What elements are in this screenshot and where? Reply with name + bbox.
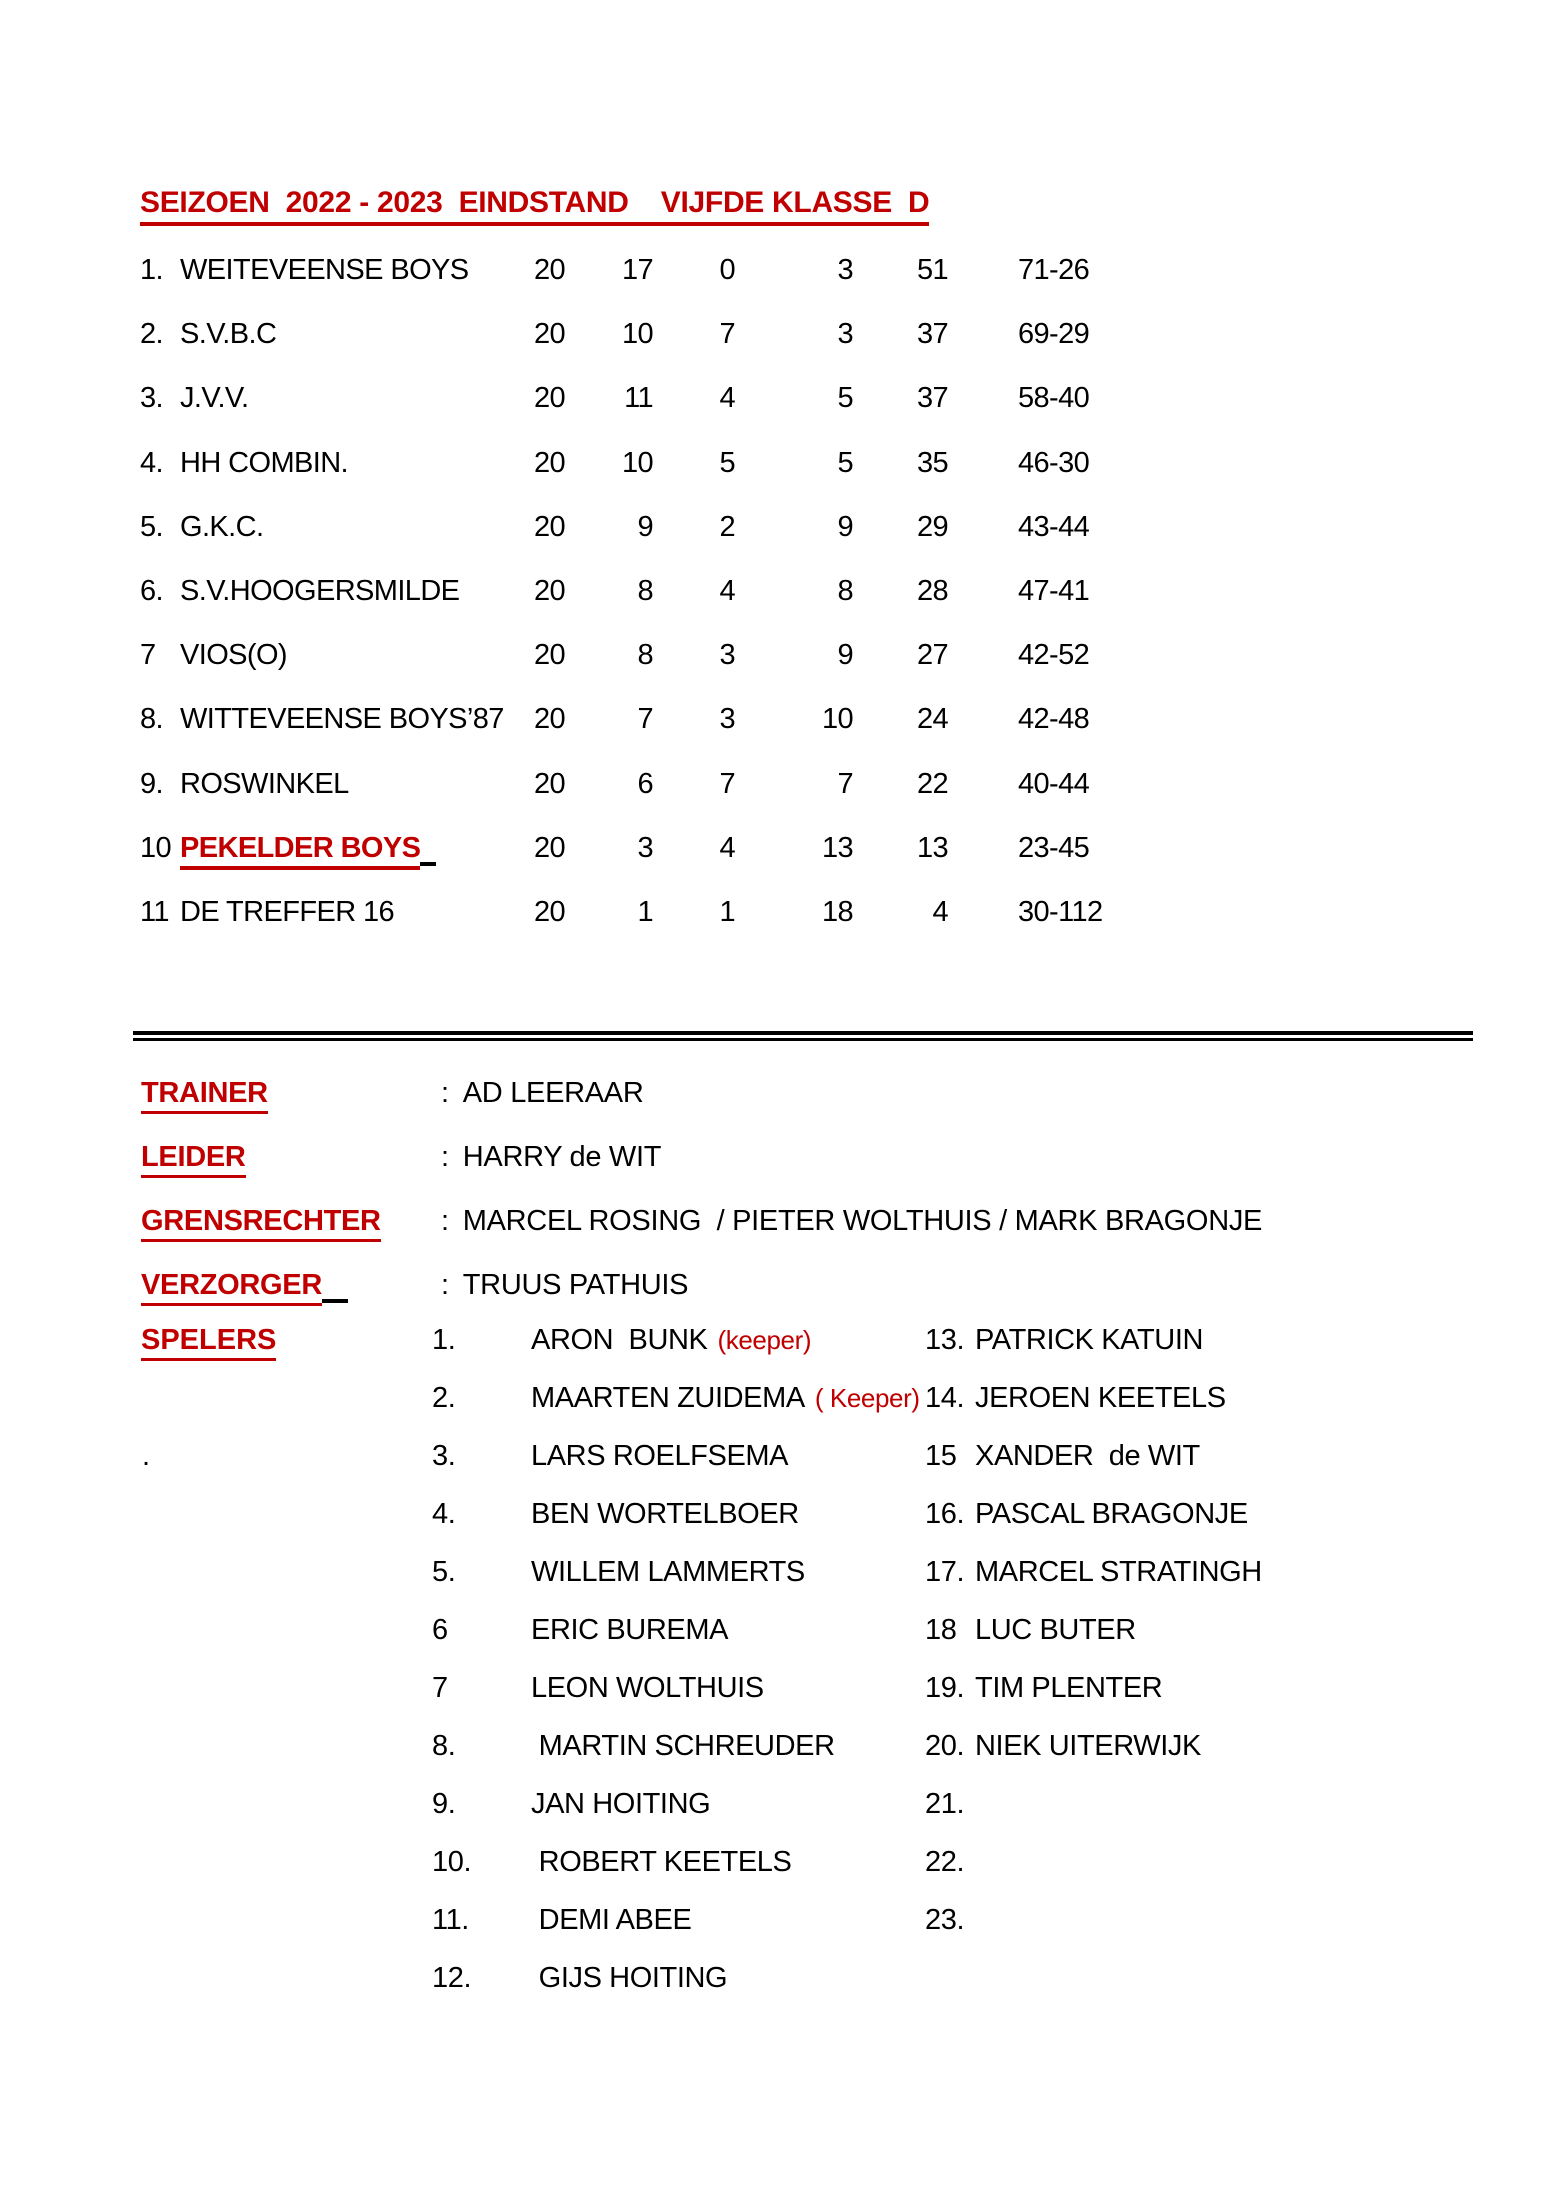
player-number: 6	[432, 1614, 448, 1646]
player-name: LEON WOLTHUIS	[531, 1672, 764, 1704]
drawn-cell: 1	[719, 896, 735, 928]
player-row	[432, 1439, 788, 1473]
points-cell: 37	[916, 382, 948, 414]
staff-label: VERZORGER	[141, 1269, 322, 1306]
rank-cell: 11	[140, 896, 169, 928]
player-number: 4.	[432, 1498, 456, 1530]
player-number: 19.	[925, 1672, 965, 1704]
stray-dot: .	[142, 1440, 151, 1472]
player-number: 14.	[925, 1382, 965, 1414]
keeper-note: (keeper)	[717, 1325, 812, 1355]
section-divider	[133, 1031, 1473, 1041]
won-cell: 1	[637, 896, 653, 928]
player-number: 22.	[925, 1846, 965, 1878]
rank-cell: 6.	[140, 575, 163, 607]
rank-cell: 1.	[140, 254, 163, 286]
won-cell: 9	[637, 511, 653, 543]
played-cell: 20	[533, 447, 565, 479]
points-cell: 24	[916, 703, 948, 735]
goals-cell: 58-40	[1018, 382, 1090, 414]
standings-row	[140, 767, 1089, 801]
player-number: 5.	[432, 1556, 456, 1588]
lost-cell: 5	[837, 382, 853, 414]
team-name: S.V.B.C	[180, 318, 277, 350]
rank-cell: 8.	[140, 703, 163, 735]
player-number: 9.	[432, 1788, 456, 1820]
player-row	[432, 1497, 799, 1531]
rank-cell: 5.	[140, 511, 163, 543]
page-title	[140, 186, 929, 220]
player-number: 11.	[432, 1904, 469, 1936]
player-name: JEROEN KEETELS	[975, 1382, 1226, 1414]
player-row	[432, 1961, 727, 1995]
lost-cell: 7	[837, 768, 853, 800]
player-row	[432, 1613, 728, 1647]
points-cell: 51	[916, 254, 948, 286]
won-cell: 11	[624, 382, 653, 414]
player-number: 8.	[432, 1730, 456, 1762]
lost-cell: 9	[837, 511, 853, 543]
player-number: 10.	[432, 1846, 472, 1878]
team-name: G.K.C.	[180, 511, 264, 543]
won-cell: 8	[637, 575, 653, 607]
team-name: WITTEVEENSE BOYS’87	[180, 703, 504, 735]
player-name: LARS ROELFSEMA	[531, 1440, 789, 1472]
player-row	[925, 1555, 1262, 1589]
drawn-cell: 4	[719, 575, 735, 607]
team-name: VIOS(O)	[180, 639, 287, 671]
colon: :	[441, 1141, 449, 1173]
staff-value: MARCEL ROSING / PIETER WOLTHUIS / MARK BRAGONJE	[462, 1205, 1263, 1237]
goals-cell: 69-29	[1018, 318, 1090, 350]
drawn-cell: 7	[719, 318, 735, 350]
player-number: 18	[925, 1614, 957, 1646]
standings-row	[140, 574, 1089, 608]
colon: :	[441, 1205, 449, 1237]
won-cell: 3	[637, 832, 653, 864]
team-name: ROSWINKEL	[180, 768, 349, 800]
rank-cell: 9.	[140, 768, 163, 800]
player-row	[925, 1845, 975, 1879]
staff-label: LEIDER	[141, 1141, 246, 1178]
team-name: DE TREFFER 16	[180, 896, 395, 928]
points-cell: 28	[916, 575, 948, 607]
points-cell: 4	[932, 896, 948, 928]
drawn-cell: 5	[719, 447, 735, 479]
drawn-cell: 4	[719, 382, 735, 414]
player-row	[432, 1671, 764, 1705]
player-name: DEMI ABEE	[531, 1904, 692, 1936]
drawn-cell: 0	[719, 254, 735, 286]
player-number: 20.	[925, 1730, 965, 1762]
player-name: PATRICK KATUIN	[975, 1324, 1204, 1356]
drawn-cell: 3	[719, 639, 735, 671]
goals-cell: 47-41	[1018, 575, 1090, 607]
standings-row	[140, 895, 1103, 929]
drawn-cell: 4	[719, 832, 735, 864]
won-cell: 17	[621, 254, 653, 286]
played-cell: 20	[533, 382, 565, 414]
won-cell: 6	[637, 768, 653, 800]
team-name-highlight: PEKELDER BOYS	[180, 832, 420, 870]
standings-row	[140, 510, 1089, 544]
player-row	[925, 1787, 975, 1821]
lost-cell: 5	[837, 447, 853, 479]
drawn-cell: 7	[719, 768, 735, 800]
player-row	[925, 1381, 1226, 1415]
player-row	[925, 1613, 1136, 1647]
player-row	[432, 1555, 805, 1589]
keeper-note: ( Keeper)	[814, 1383, 920, 1413]
team-name: HH COMBIN.	[180, 447, 349, 479]
player-name: PASCAL BRAGONJE	[975, 1498, 1248, 1530]
player-row	[925, 1439, 1200, 1473]
points-cell: 13	[916, 832, 948, 864]
player-name: MAARTEN ZUIDEMA	[531, 1382, 805, 1414]
points-cell: 29	[916, 511, 948, 543]
goals-cell: 46-30	[1018, 447, 1090, 479]
rank-cell: 10	[140, 832, 172, 864]
spelers-heading: SPELERS	[141, 1323, 276, 1357]
rank-cell: 7	[140, 639, 156, 671]
player-name: NIEK UITERWIJK	[975, 1730, 1201, 1762]
staff-value: HARRY de WIT	[462, 1141, 662, 1173]
played-cell: 20	[533, 703, 565, 735]
points-cell: 22	[916, 768, 948, 800]
staff-row-trainer	[141, 1076, 644, 1110]
goals-cell: 40-44	[1018, 768, 1090, 800]
played-cell: 20	[533, 318, 565, 350]
staff-label: TRAINER	[141, 1077, 268, 1114]
player-row	[432, 1903, 691, 1937]
player-name: BEN WORTELBOER	[531, 1498, 799, 1530]
played-cell: 20	[533, 896, 565, 928]
standings-row	[140, 317, 1089, 351]
player-row	[432, 1845, 791, 1879]
standings-row	[140, 253, 1089, 287]
goals-cell: 42-48	[1018, 703, 1090, 735]
player-number: 12.	[432, 1962, 472, 1994]
won-cell: 10	[621, 447, 653, 479]
player-row	[925, 1903, 975, 1937]
player-number: 21.	[925, 1788, 965, 1820]
standings-row	[140, 702, 1089, 736]
staff-row-leider	[141, 1140, 661, 1174]
standings-row	[140, 446, 1089, 480]
lost-cell: 13	[821, 832, 853, 864]
colon: :	[441, 1077, 449, 1109]
standings-row-highlighted	[140, 831, 1089, 865]
lost-cell: 10	[821, 703, 853, 735]
player-number: 7	[432, 1672, 448, 1704]
colon: :	[441, 1269, 449, 1301]
rank-cell: 2.	[140, 318, 163, 350]
goals-cell: 71-26	[1018, 254, 1090, 286]
played-cell: 20	[533, 254, 565, 286]
staff-row-verzorger	[141, 1268, 688, 1302]
played-cell: 20	[533, 639, 565, 671]
player-name: GIJS HOITING	[531, 1962, 728, 1994]
lost-cell: 3	[837, 254, 853, 286]
won-cell: 10	[621, 318, 653, 350]
player-number: 3.	[432, 1440, 456, 1472]
player-number: 15	[925, 1440, 957, 1472]
player-name: ROBERT KEETELS	[531, 1846, 792, 1878]
player-row	[925, 1671, 1162, 1705]
lost-cell: 9	[837, 639, 853, 671]
team-name: WEITEVEENSE BOYS	[180, 254, 469, 286]
team-name	[180, 831, 525, 865]
won-cell: 8	[637, 639, 653, 671]
goals-cell: 43-44	[1018, 511, 1090, 543]
player-row	[432, 1729, 835, 1763]
player-row	[925, 1323, 1203, 1357]
player-name: XANDER de WIT	[975, 1440, 1200, 1472]
points-cell: 37	[916, 318, 948, 350]
player-row	[432, 1323, 811, 1357]
rank-cell: 3.	[140, 382, 163, 414]
player-name: ARON BUNK	[531, 1324, 708, 1356]
goals-cell: 30-112	[1018, 896, 1103, 928]
won-cell: 7	[637, 703, 653, 735]
staff-row-grensrechter	[141, 1204, 1262, 1238]
player-name: LUC BUTER	[975, 1614, 1136, 1646]
player-name: ERIC BUREMA	[531, 1614, 729, 1646]
team-name: S.V.HOOGERSMILDE	[180, 575, 460, 607]
goals-cell: 23-45	[1018, 832, 1090, 864]
played-cell: 20	[533, 832, 565, 864]
staff-value: AD LEERAAR	[462, 1077, 644, 1109]
lost-cell: 8	[837, 575, 853, 607]
staff-value: TRUUS PATHUIS	[462, 1269, 689, 1301]
player-number: 1.	[432, 1324, 456, 1356]
drawn-cell: 3	[719, 703, 735, 735]
staff-label: GRENSRECHTER	[141, 1205, 381, 1242]
player-name: MARCEL STRATINGH	[975, 1556, 1262, 1588]
points-cell: 35	[916, 447, 948, 479]
played-cell: 20	[533, 575, 565, 607]
lost-cell: 18	[821, 896, 853, 928]
played-cell: 20	[533, 768, 565, 800]
player-row	[432, 1381, 920, 1415]
black-underscore	[322, 1299, 348, 1303]
player-number: 17.	[925, 1556, 965, 1588]
player-name: MARTIN SCHREUDER	[531, 1730, 835, 1762]
standings-row	[140, 638, 1089, 672]
team-name: J.V.V.	[180, 382, 249, 414]
player-name: WILLEM LAMMERTS	[531, 1556, 805, 1588]
player-row	[432, 1787, 710, 1821]
black-underscore	[420, 862, 436, 866]
standings-row	[140, 381, 1089, 415]
points-cell: 27	[916, 639, 948, 671]
player-number: 23.	[925, 1904, 965, 1936]
player-name: TIM PLENTER	[975, 1672, 1163, 1704]
drawn-cell: 2	[719, 511, 735, 543]
goals-cell: 42-52	[1018, 639, 1090, 671]
player-row	[925, 1497, 1248, 1531]
rank-cell: 4.	[140, 447, 163, 479]
player-name: JAN HOITING	[531, 1788, 711, 1820]
page-title-text: SEIZOEN 2022 - 2023 EINDSTAND VIJFDE KLASSE D	[140, 186, 929, 226]
player-row	[925, 1729, 1201, 1763]
lost-cell: 3	[837, 318, 853, 350]
player-number: 13.	[925, 1324, 965, 1356]
played-cell: 20	[533, 511, 565, 543]
player-number: 2.	[432, 1382, 456, 1414]
player-number: 16.	[925, 1498, 965, 1530]
